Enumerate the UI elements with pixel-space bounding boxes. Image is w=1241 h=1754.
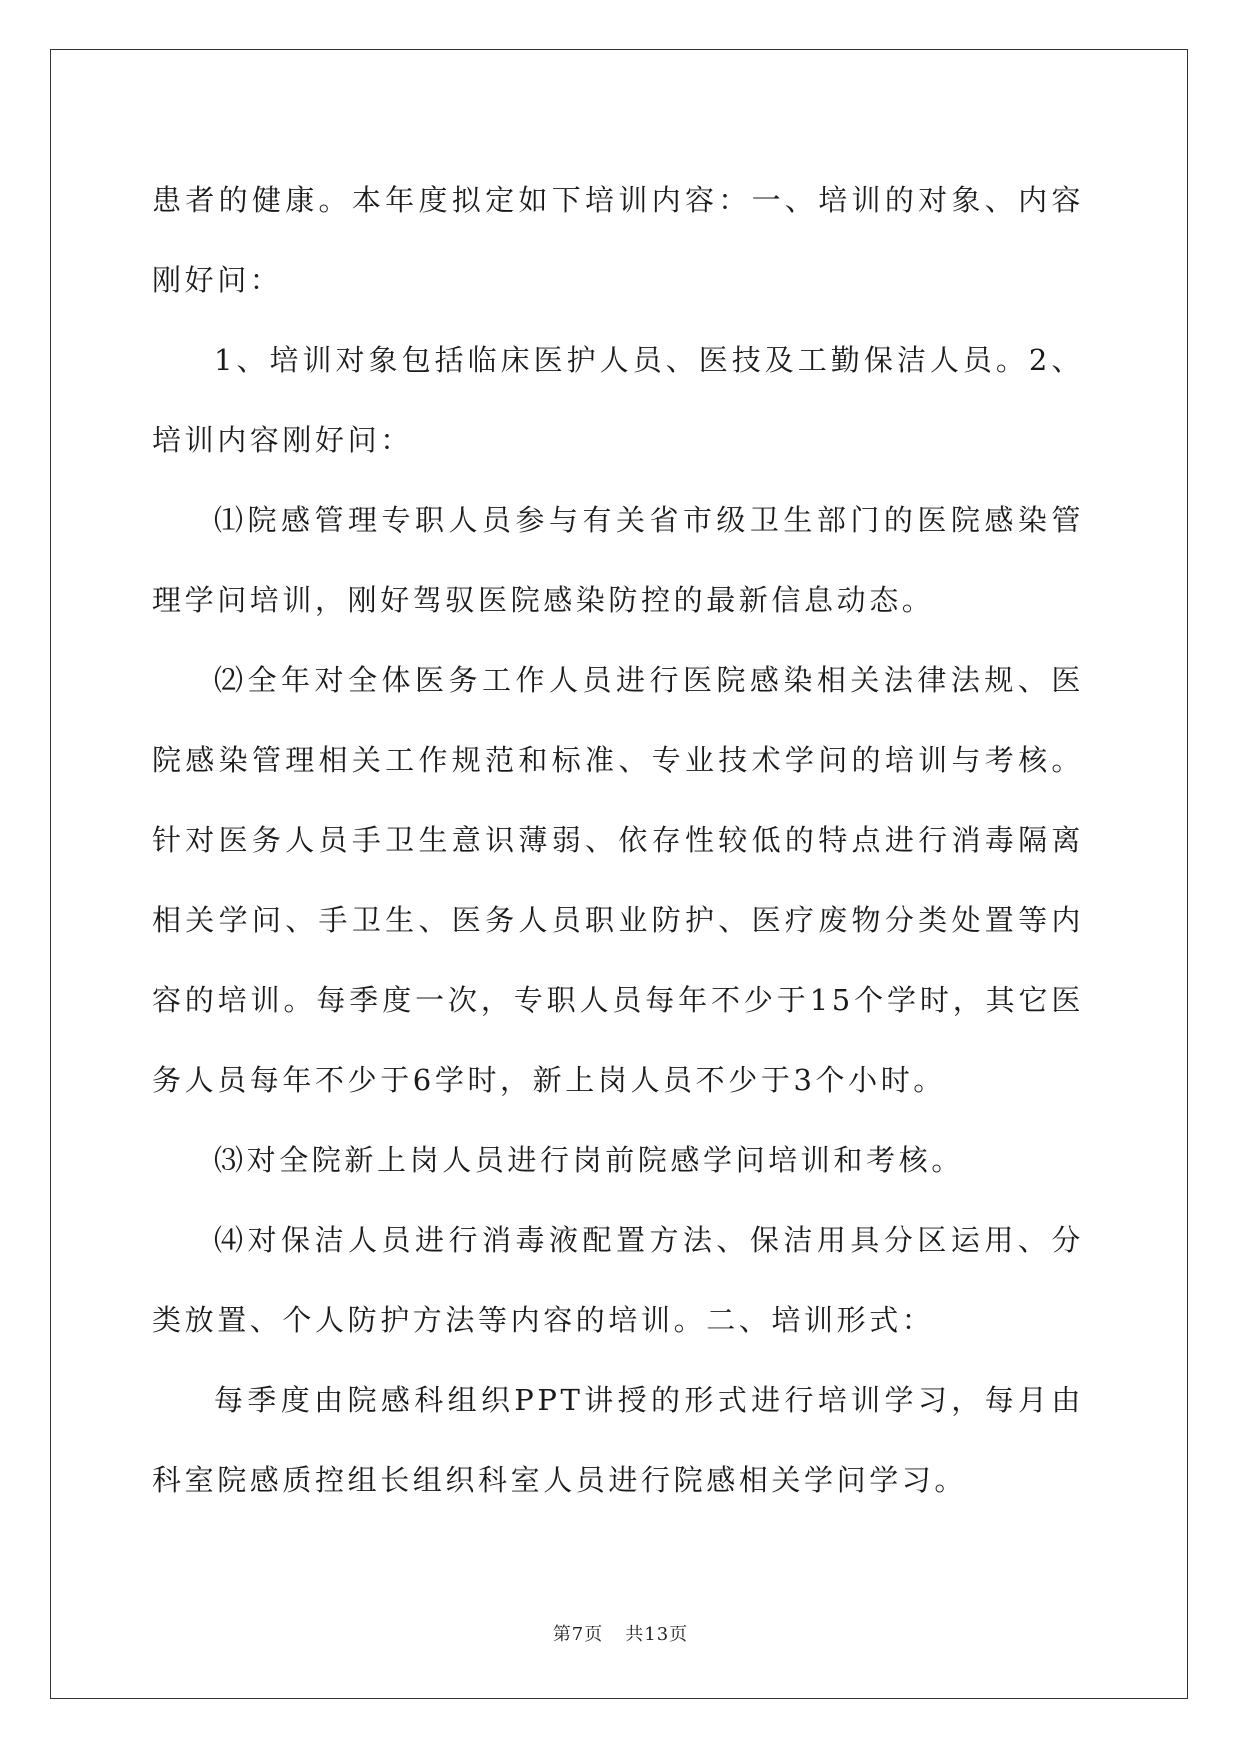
paragraph: 患者的健康。本年度拟定如下培训内容：一、培训的对象、内容刚好问：: [152, 183, 1084, 297]
paragraph: ⑷对保洁人员进行消毒液配置方法、保洁用具分区运用、分类放置、个人防护方法等内容的培训。二、培训形式：: [152, 1223, 1084, 1337]
paragraph: ⑵全年对全体医务工作人员进行医院感染相关法律法规、医院感染管理相关工作规范和标准、专业技术学问的培训与考核。针对医务人员手卫生意识薄弱、依存性较低的特点进行消毒隔离相关学问、手卫生、医务人员职业防护、医疗废物分类处置等内容的培训。每季度一次，专职人员每年不少于15个学时，其它医务人员每年不少于6学时，新上岗人员不少于3个小时。: [152, 663, 1084, 1097]
paragraph: 每季度由院感科组织PPT讲授的形式进行培训学习，每月由科室院感质控组长组织科室人员进行院感相关学问学习。: [152, 1383, 1084, 1497]
paragraph: ⑴院感管理专职人员参与有关省市级卫生部门的医院感染管理学问培训，刚好驾驭医院感染防控的最新信息动态。: [152, 503, 1084, 617]
page-number: 第7页: [552, 1624, 604, 1645]
page-footer: [0, 1620, 1241, 1646]
document-body: [152, 160, 1084, 1520]
paragraph: 1、培训对象包括临床医护人员、医技及工勤保洁人员。2、培训内容刚好问：: [152, 343, 1084, 457]
page-total: 共13页: [625, 1624, 689, 1645]
paragraph: ⑶对全院新上岗人员进行岗前院感学问培训和考核。: [214, 1143, 964, 1177]
